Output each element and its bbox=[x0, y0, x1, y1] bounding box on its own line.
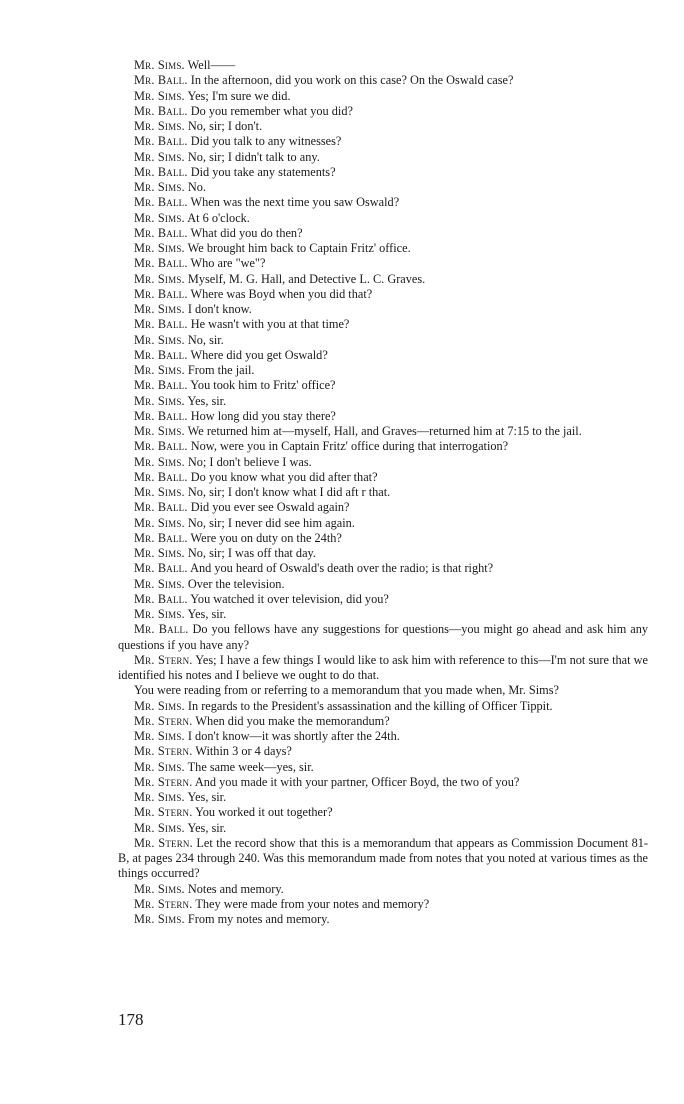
testimony-paragraph bbox=[118, 378, 648, 393]
statement-text: Over the television. bbox=[187, 576, 285, 591]
speaker-label: Mr. Ball. bbox=[134, 286, 188, 301]
statement-text: When was the next time you saw Oswald? bbox=[190, 195, 400, 210]
statement-text: You took him to Fritz' office? bbox=[190, 378, 336, 393]
speaker-label: Mr. Ball. bbox=[134, 469, 188, 484]
statement-text: No, sir; I don't know what I did aft r that. bbox=[187, 485, 391, 499]
speaker-label: Mr. Sims. bbox=[134, 881, 185, 896]
testimony-transcript bbox=[118, 58, 648, 927]
testimony-paragraph bbox=[118, 882, 648, 897]
testimony-paragraph bbox=[118, 760, 648, 775]
testimony-paragraph bbox=[118, 272, 648, 287]
statement-text: Were you on duty on the 24th? bbox=[190, 530, 342, 545]
speaker-label: Mr. Ball. bbox=[134, 622, 189, 637]
statement-text: Do you know what you did after that? bbox=[190, 469, 378, 484]
testimony-paragraph bbox=[118, 821, 648, 836]
statement-text: You watched it over television, did you? bbox=[190, 591, 389, 606]
testimony-paragraph bbox=[118, 165, 648, 180]
testimony-paragraph bbox=[118, 150, 648, 165]
speaker-label: Mr. Sims. bbox=[134, 363, 185, 377]
statement-text: We returned him at—myself, Hall, and Graves—returned him at 7:15 to the jail. bbox=[187, 424, 582, 438]
statement-text: Yes, sir. bbox=[187, 790, 227, 804]
testimony-paragraph bbox=[118, 409, 648, 424]
testimony-paragraph bbox=[118, 363, 648, 378]
speaker-label: Mr. Ball. bbox=[134, 225, 188, 240]
testimony-paragraph bbox=[118, 653, 648, 684]
speaker-label: Mr. Ball. bbox=[134, 195, 188, 210]
speaker-label: Mr. Sims. bbox=[134, 729, 185, 743]
statement-text: No, sir; I don't. bbox=[187, 119, 263, 133]
testimony-paragraph bbox=[118, 699, 648, 714]
speaker-label: Mr. Sims. bbox=[134, 393, 185, 408]
speaker-label: Mr. Sims. bbox=[134, 607, 185, 621]
testimony-paragraph bbox=[118, 439, 648, 454]
speaker-label: Mr. Ball. bbox=[134, 439, 188, 454]
speaker-label: Mr. Sims. bbox=[134, 180, 185, 194]
statement-text: No, sir; I didn't talk to any. bbox=[187, 149, 320, 164]
testimony-paragraph bbox=[118, 89, 648, 104]
testimony-paragraph bbox=[118, 714, 648, 729]
testimony-paragraph bbox=[118, 592, 648, 607]
testimony-paragraph bbox=[118, 683, 648, 698]
testimony-paragraph bbox=[118, 211, 648, 226]
testimony-paragraph bbox=[118, 805, 648, 820]
speaker-label: Mr. Sims. bbox=[134, 546, 185, 560]
testimony-paragraph bbox=[118, 470, 648, 485]
statement-text: From the jail. bbox=[187, 363, 255, 377]
speaker-label: Mr. Stern. bbox=[134, 713, 193, 728]
testimony-paragraph bbox=[118, 226, 648, 241]
statement-text: Yes, sir. bbox=[187, 393, 227, 408]
testimony-paragraph bbox=[118, 790, 648, 805]
statement-text: Well—— bbox=[187, 58, 236, 72]
statement-text: I don't know. bbox=[187, 302, 252, 316]
testimony-paragraph bbox=[118, 546, 648, 561]
speaker-label: Mr. Sims. bbox=[134, 759, 185, 774]
speaker-label: Mr. Ball. bbox=[134, 164, 188, 179]
statement-text: He wasn't with you at that time? bbox=[190, 317, 350, 332]
statement-text: Who are "we"? bbox=[190, 256, 266, 271]
statement-text: You worked it out together? bbox=[195, 805, 333, 820]
testimony-paragraph bbox=[118, 516, 648, 531]
speaker-label: Mr. Sims. bbox=[134, 332, 185, 347]
statement-text: The same week—yes, sir. bbox=[187, 759, 314, 774]
statement-text: Now, were you in Captain Fritz' office during that interrogation? bbox=[190, 439, 509, 454]
statement-text: Where was Boyd when you did that? bbox=[190, 286, 373, 301]
statement-text: Where did you get Oswald? bbox=[190, 347, 328, 362]
speaker-label: Mr. Ball. bbox=[134, 256, 188, 271]
testimony-paragraph bbox=[118, 836, 648, 882]
testimony-paragraph bbox=[118, 394, 648, 409]
testimony-paragraph bbox=[118, 622, 648, 653]
speaker-label: Mr. Sims. bbox=[134, 271, 185, 286]
statement-text: No, sir; I was off that day. bbox=[187, 546, 316, 560]
speaker-label: Mr. Ball. bbox=[134, 378, 188, 393]
speaker-label: Mr. Sims. bbox=[134, 88, 185, 103]
testimony-paragraph bbox=[118, 119, 648, 134]
statement-text: Myself, M. G. Hall, and Detective L. C. Graves. bbox=[187, 271, 426, 286]
speaker-label: Mr. Ball. bbox=[134, 103, 188, 118]
testimony-paragraph bbox=[118, 729, 648, 744]
speaker-label: Mr. Sims. bbox=[134, 912, 185, 926]
statement-text: From my notes and memory. bbox=[187, 912, 330, 926]
statement-text: No, sir; I never did see him again. bbox=[187, 515, 355, 530]
statement-text: No, sir. bbox=[187, 332, 224, 347]
statement-text: Yes; I'm sure we did. bbox=[187, 88, 291, 103]
speaker-label: Mr. Sims. bbox=[134, 790, 185, 804]
speaker-label: Mr. Sims. bbox=[134, 210, 185, 225]
speaker-label: Mr. Ball. bbox=[134, 530, 188, 545]
speaker-label: Mr. Ball. bbox=[134, 134, 188, 149]
speaker-label: Mr. Stern. bbox=[134, 774, 193, 789]
testimony-paragraph bbox=[118, 302, 648, 317]
speaker-label: Mr. Ball. bbox=[134, 408, 188, 423]
testimony-paragraph bbox=[118, 561, 648, 576]
statement-text: Let the record show that this is a memorandum that appears as Commission Document 81-B, at pages 234 through 240. Was this memorandum made from notes that you noted at various times as the things occurred? bbox=[118, 835, 649, 881]
statement-text: And you made it with your partner, Officer Boyd, the two of you? bbox=[194, 774, 520, 789]
statement-text: Did you take any statements? bbox=[190, 164, 336, 179]
statement-text: They were made from your notes and memory? bbox=[195, 896, 430, 911]
statement-text: I don't know—it was shortly after the 24th. bbox=[187, 729, 400, 743]
speaker-label: Mr. Sims. bbox=[134, 515, 185, 530]
testimony-paragraph bbox=[118, 333, 648, 348]
statement-text: Yes, sir. bbox=[187, 607, 227, 621]
statement-text: You were reading from or referring to a memorandum that you made when, Mr. Sims? bbox=[134, 683, 559, 698]
statement-text: In regards to the President's assassination and the killing of Officer Tippit. bbox=[187, 698, 553, 713]
testimony-paragraph bbox=[118, 500, 648, 515]
statement-text: And you heard of Oswald's death over the radio; is that right? bbox=[190, 561, 494, 576]
speaker-label: Mr. Sims. bbox=[134, 241, 185, 255]
testimony-paragraph bbox=[118, 744, 648, 759]
testimony-paragraph bbox=[118, 607, 648, 622]
speaker-label: Mr. Sims. bbox=[134, 58, 185, 72]
statement-text: What did you do then? bbox=[190, 225, 303, 240]
statement-text: Yes, sir. bbox=[187, 820, 227, 835]
testimony-paragraph bbox=[118, 256, 648, 271]
speaker-label: Mr. Sims. bbox=[134, 119, 185, 133]
statement-text: At 6 o'clock. bbox=[187, 210, 250, 225]
speaker-label: Mr. Ball. bbox=[134, 347, 188, 362]
speaker-label: Mr. Sims. bbox=[134, 698, 185, 713]
speaker-label: Mr. Sims. bbox=[134, 149, 185, 164]
testimony-paragraph bbox=[118, 455, 648, 470]
testimony-paragraph bbox=[118, 577, 648, 592]
page-number: 178 bbox=[118, 1010, 144, 1029]
statement-text: In the afternoon, did you work on this case? On the Oswald case? bbox=[190, 73, 514, 88]
testimony-paragraph bbox=[118, 348, 648, 363]
statement-text: Notes and memory. bbox=[187, 881, 284, 896]
speaker-label: Mr. Sims. bbox=[134, 424, 185, 438]
speaker-label: Mr. Ball. bbox=[134, 500, 188, 515]
statement-text: How long did you stay there? bbox=[190, 408, 336, 423]
statement-text: Within 3 or 4 days? bbox=[195, 744, 292, 759]
statement-text: No; I don't believe I was. bbox=[187, 454, 312, 469]
testimony-paragraph bbox=[118, 424, 648, 439]
speaker-label: Mr. Ball. bbox=[134, 317, 188, 332]
speaker-label: Mr. Stern. bbox=[134, 835, 193, 850]
statement-text: Do you fellows have any suggestions for questions—you might go ahead and ask him any questions if you have any? bbox=[118, 622, 648, 652]
speaker-label: Mr. Stern. bbox=[134, 744, 193, 759]
speaker-label: Mr. Stern. bbox=[134, 652, 193, 667]
testimony-paragraph bbox=[118, 104, 648, 119]
testimony-paragraph bbox=[118, 73, 648, 88]
statement-text: When did you make the memorandum? bbox=[195, 713, 390, 728]
statement-text: We brought him back to Captain Fritz' office. bbox=[187, 241, 411, 255]
testimony-paragraph bbox=[118, 180, 648, 195]
statement-text: Do you remember what you did? bbox=[190, 103, 353, 118]
speaker-label: Mr. Sims. bbox=[134, 820, 185, 835]
statement-text: No. bbox=[187, 180, 206, 194]
testimony-paragraph bbox=[118, 134, 648, 149]
testimony-paragraph bbox=[118, 531, 648, 546]
testimony-paragraph bbox=[118, 195, 648, 210]
statement-text: Did you talk to any witnesses? bbox=[190, 134, 342, 149]
testimony-paragraph bbox=[118, 287, 648, 302]
testimony-paragraph bbox=[118, 241, 648, 256]
testimony-paragraph bbox=[118, 897, 648, 912]
speaker-label: Mr. Sims. bbox=[134, 485, 185, 499]
speaker-label: Mr. Stern. bbox=[134, 896, 193, 911]
statement-text: Did you ever see Oswald again? bbox=[190, 500, 350, 515]
testimony-paragraph bbox=[118, 58, 648, 73]
testimony-paragraph bbox=[118, 317, 648, 332]
testimony-paragraph bbox=[118, 485, 648, 500]
speaker-label: Mr. Ball. bbox=[134, 561, 188, 576]
speaker-label: Mr. Sims. bbox=[134, 576, 185, 591]
speaker-label: Mr. Ball. bbox=[134, 73, 188, 88]
speaker-label: Mr. Stern. bbox=[134, 805, 193, 820]
speaker-label: Mr. Ball. bbox=[134, 591, 188, 606]
testimony-paragraph bbox=[118, 912, 648, 927]
statement-text: Yes; I have a few things I would like to ask him with reference to this—I'm not sure that we identified his notes and I believe we ought to do that. bbox=[118, 652, 648, 682]
speaker-label: Mr. Sims. bbox=[134, 302, 185, 316]
speaker-label: Mr. Sims. bbox=[134, 454, 185, 469]
testimony-paragraph bbox=[118, 775, 648, 790]
